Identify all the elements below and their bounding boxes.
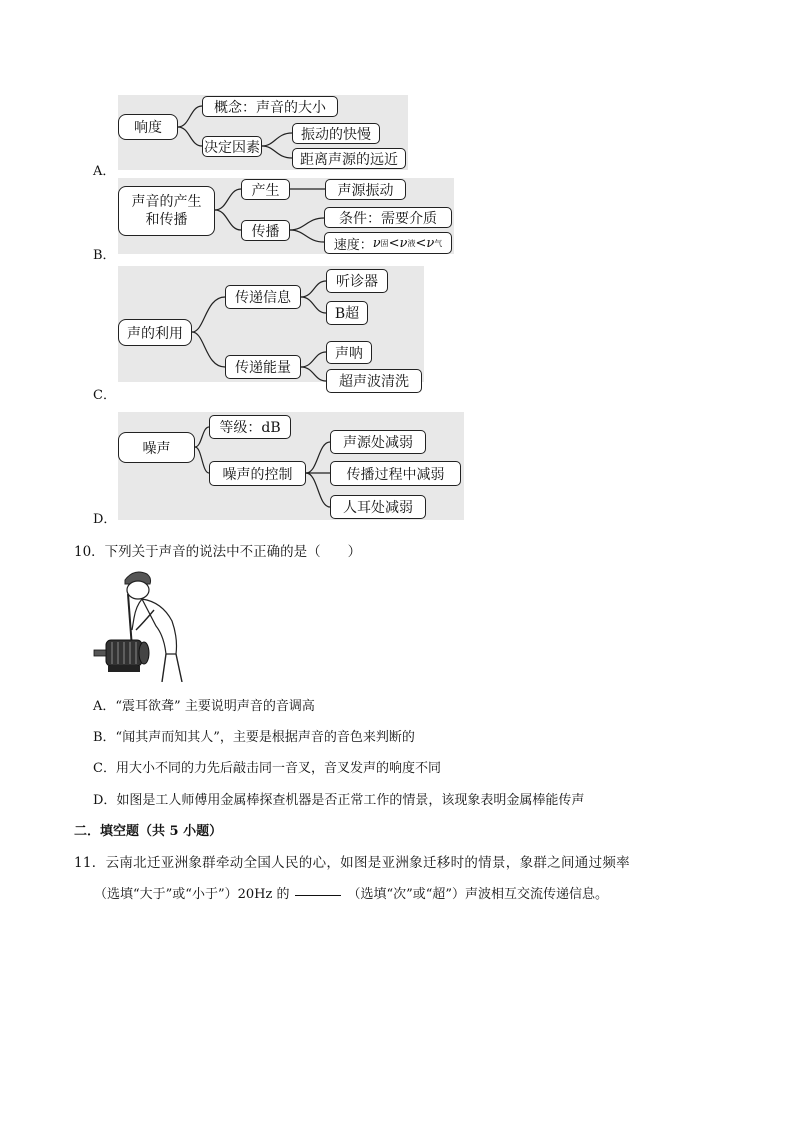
option-label-a: A． [93,164,116,179]
diagram-c-info: 传递信息 [225,285,301,309]
lt-2: < [415,235,427,251]
diagram-b-condition: 条件：需要介质 [324,207,452,228]
q11-line2 [94,883,608,902]
diagram-a-leaf-1: 振动的快慢 [292,123,380,144]
diagram-b-root-line2: 和传播 [145,212,188,228]
sub-solid: 固 [380,238,389,248]
q10-option-d: D．如图是工人师傅用金属棒探查机器是否正常工作的情景，该现象表明金属棒能传声 [93,793,585,808]
diagram-a-factor: 决定因素 [202,136,262,157]
sub-liquid: 液 [407,238,416,248]
diagram-b-root-line1: 声音的产生 [131,194,202,210]
q10-stem: 10．下列关于声音的说法中不正确的是（ ） [74,544,362,560]
q11-line2-after: （选填“次”或“超”）声波相互交流传递信息。 [347,887,609,902]
option-label-d: D． [93,512,117,527]
diagram-a-concept: 概念：声音的大小 [202,96,338,117]
q11-answer-blank[interactable] [295,894,341,896]
q10-option-b: B．“闻其声而知其人”，主要是根据声音的音色来判断的 [93,730,415,745]
worker-machine-illustration [92,566,192,682]
diagram-d-level: 等级：dB [209,415,291,439]
option-label-c: C． [93,388,116,403]
v-solid: ν [372,235,381,251]
diagram-a-root: 响度 [118,114,178,140]
diagram-c-energy-leaf-2: 超声波清洗 [326,369,422,393]
diagram-a-leaf-2: 距离声源的远近 [292,148,406,169]
diagram-c-energy-leaf-1: 声呐 [326,341,372,364]
diagram-b-produce: 产生 [241,179,290,200]
sub-gas: 气 [434,238,443,248]
diagram-c-energy: 传递能量 [225,355,301,379]
option-label-b: B． [93,248,116,263]
diagram-d-control: 噪声的控制 [209,461,306,486]
diagram-c-info-leaf-1: 听诊器 [326,269,388,293]
q11-line1: 11．云南北迁亚洲象群牵动全国人民的心，如图是亚洲象迁移时的情景，象群之间通过频率 [74,855,630,871]
diagram-d-control-leaf-3: 人耳处减弱 [330,495,426,519]
diagram-b-produce-leaf: 声源振动 [325,179,406,200]
q10-option-a: A．“震耳欲聋” 主要说明声音的音调高 [93,699,315,714]
diagram-c-root: 声的利用 [118,319,192,346]
diagram-c-info-leaf-2: B超 [326,301,368,325]
diagram-d-control-leaf-1: 声源处减弱 [330,430,426,454]
v-liquid: ν [399,235,408,251]
q10-option-c: C．用大小不同的力先后敲击同一音叉，音叉发声的响度不同 [93,761,441,776]
diagram-b-spread: 传播 [241,220,290,241]
section2-title: 二．填空题（共 5 小题） [74,824,223,839]
lt-1: < [388,235,400,251]
diagram-d-control-leaf-2: 传播过程中减弱 [330,461,461,486]
diagram-d-root: 噪声 [118,432,195,463]
speed-prefix: 速度： [333,237,373,253]
v-gas: ν [426,235,435,251]
q11-line2-before: （选填“大于”或“小于”）20Hz 的 [94,887,290,902]
